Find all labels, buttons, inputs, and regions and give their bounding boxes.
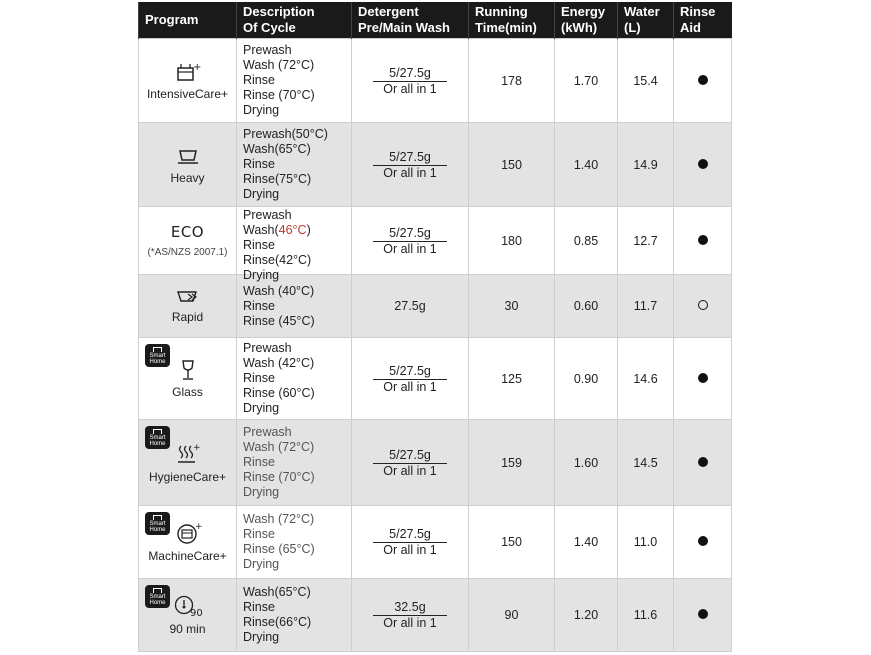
cycle-cell [237, 207, 352, 275]
cycle-step: Rinse [243, 73, 275, 87]
header-description: Description Of Cycle [237, 2, 352, 39]
rinse-aid-open-icon [698, 300, 708, 310]
heavy-pot-icon [175, 145, 201, 167]
detergent-alt: Or all in 1 [383, 616, 437, 630]
rinse-aid-filled-icon [698, 457, 708, 467]
machine-care-icon [175, 521, 203, 545]
detergent-cell [352, 579, 469, 652]
water-cell: 11.6 [618, 579, 674, 652]
rinse-aid-cell [674, 420, 732, 506]
program-table [138, 2, 732, 652]
table-row [139, 123, 732, 207]
rinse-aid-cell [674, 579, 732, 652]
cycle-step: Drying [243, 103, 280, 117]
rinse-aid-filled-icon [698, 75, 708, 85]
rinse-aid-cell [674, 338, 732, 420]
header-rinse-aid: Rinse Aid [674, 2, 732, 39]
cycle-step: Rinse(75°C) [243, 172, 312, 186]
detergent-amount: 27.5g [394, 299, 426, 313]
time-cell: 150 [469, 123, 555, 207]
header-program: Program [139, 2, 237, 39]
cycle-step: Wash (72°C) [243, 512, 315, 526]
table-row [139, 506, 732, 579]
detergent-alt: Or all in 1 [383, 379, 437, 394]
water-cell: 11.7 [618, 275, 674, 338]
cycle-cell [237, 123, 352, 207]
header-detergent: Detergent Pre/Main Wash [352, 2, 469, 39]
highlighted-temperature: 46°C [278, 222, 307, 237]
cycle-step: Rinse (70°C) [243, 88, 315, 102]
detergent-amount: 5/27.5g [373, 364, 447, 380]
smart-home-badge: Smart Home [145, 344, 170, 367]
svg-text:90: 90 [190, 608, 203, 619]
detergent-amount: 5/27.5g [373, 527, 447, 543]
program-standard: (*AS/NZS 2007.1) [147, 247, 228, 258]
detergent-cell [352, 275, 469, 338]
cycle-step: Rinse [243, 371, 275, 385]
water-cell: 11.0 [618, 506, 674, 579]
energy-cell: 0.90 [555, 338, 618, 420]
water-cell: 14.9 [618, 123, 674, 207]
cycle-cell [237, 39, 352, 123]
smart-home-badge: Smart Home [145, 426, 170, 449]
detergent-amount: 5/27.5g [373, 150, 447, 166]
rinse-aid-filled-icon [698, 536, 708, 546]
cycle-step: Prewash [243, 341, 292, 355]
detergent-alt: Or all in 1 [383, 165, 437, 180]
timer-90-icon [173, 594, 203, 618]
svg-text:+: + [195, 522, 203, 532]
table-row [139, 338, 732, 420]
water-cell: 15.4 [618, 39, 674, 123]
program-name: Heavy [170, 170, 205, 185]
program-cell [139, 579, 237, 652]
cycle-cell [237, 338, 352, 420]
cycle-step: Wash(65°C) [243, 585, 311, 599]
program-cell [139, 123, 237, 207]
cycle-step: Rinse [243, 157, 275, 171]
cycle-step: Wash (42°C) [243, 356, 315, 370]
cycle-step: Rinse(66°C) [243, 615, 312, 629]
energy-cell: 1.40 [555, 123, 618, 207]
cycle-step: Drying [243, 557, 280, 571]
hygiene-steam-icon [175, 442, 201, 466]
cycle-step: Drying [243, 187, 280, 201]
cycle-step: Prewash [243, 207, 292, 222]
cycle-step: Prewash [243, 425, 292, 439]
rinse-aid-filled-icon [698, 609, 708, 619]
intensive-care-icon [175, 61, 201, 83]
svg-text:+: + [192, 61, 201, 73]
cycle-step: Drying [243, 485, 280, 499]
cycle-step: Wash (72°C) [243, 58, 315, 72]
detergent-alt: Or all in 1 [383, 81, 437, 96]
detergent-alt: Or all in 1 [383, 543, 437, 557]
cycle-cell [237, 420, 352, 506]
detergent-cell [352, 506, 469, 579]
cycle-cell [237, 579, 352, 652]
cycle-step [243, 268, 351, 274]
cycle-step: Rinse (60°C) [243, 386, 315, 400]
cycle-cell [237, 506, 352, 579]
cycle-step: Rinse (45°C) [243, 313, 315, 328]
program-name: IntensiveCare+ [146, 86, 229, 101]
detergent-cell [352, 420, 469, 506]
detergent-amount: 5/27.5g [373, 66, 447, 82]
detergent-cell [352, 338, 469, 420]
cycle-step: Wash (40°C) [243, 283, 315, 298]
energy-cell: 0.60 [555, 275, 618, 338]
cycle-step: Wash (72°C) [243, 440, 315, 454]
smart-home-badge: Smart Home [145, 585, 170, 608]
cycle-step: Wash(46°C) [243, 222, 311, 237]
program-cell [139, 506, 237, 579]
svg-text:+: + [192, 442, 201, 453]
rinse-aid-filled-icon [698, 373, 708, 383]
program-name: MachineCare+ [148, 549, 227, 563]
rinse-aid-filled-icon [698, 235, 708, 245]
rinse-aid-cell [674, 506, 732, 579]
rinse-aid-cell [674, 275, 732, 338]
energy-cell: 1.60 [555, 420, 618, 506]
cycle-step: Rinse [243, 237, 275, 252]
water-cell: 12.7 [618, 207, 674, 275]
program-name: Glass [172, 384, 203, 399]
table-row [139, 420, 732, 506]
cycle-step: Drying [243, 630, 280, 644]
cycle-step: Prewash(50°C) [243, 127, 328, 141]
header-time: Running Time(min) [469, 2, 555, 39]
time-cell: 180 [469, 207, 555, 275]
detergent-cell [352, 39, 469, 123]
smart-home-badge: Smart Home [145, 512, 170, 535]
rinse-aid-cell [674, 123, 732, 207]
program-cell [139, 207, 237, 275]
program-cell [139, 338, 237, 420]
cycle-step: Rinse(42°C) [243, 252, 312, 267]
water-cell: 14.5 [618, 420, 674, 506]
cycle-step: Rinse (70°C) [243, 470, 315, 484]
energy-cell: 1.20 [555, 579, 618, 652]
time-cell: 178 [469, 39, 555, 123]
wine-glass-icon [178, 359, 198, 381]
cycle-cell [237, 275, 352, 338]
program-name: Rapid [171, 310, 204, 324]
program-name: ECO [170, 223, 205, 241]
time-cell: 125 [469, 338, 555, 420]
cycle-step: Rinse [243, 527, 275, 541]
table-row [139, 275, 732, 338]
table-row [139, 579, 732, 652]
detergent-alt: Or all in 1 [383, 241, 437, 256]
detergent-cell [352, 123, 469, 207]
rinse-aid-cell [674, 207, 732, 275]
program-cell [139, 420, 237, 506]
time-cell: 90 [469, 579, 555, 652]
program-cell [139, 275, 237, 338]
cycle-step: Rinse [243, 298, 275, 313]
detergent-cell [352, 207, 469, 275]
time-cell: 159 [469, 420, 555, 506]
table-row [139, 207, 732, 275]
detergent-amount: 5/27.5g [373, 226, 447, 242]
detergent-amount: 5/27.5g [373, 448, 447, 464]
cycle-step: Rinse [243, 600, 275, 614]
energy-cell: 0.85 [555, 207, 618, 275]
water-cell: 14.6 [618, 338, 674, 420]
time-cell: 30 [469, 275, 555, 338]
rinse-aid-cell [674, 39, 732, 123]
header-row [139, 2, 732, 39]
program-name: HygieneCare+ [148, 469, 227, 484]
program-name: 90 min [169, 622, 206, 636]
program-cell [139, 39, 237, 123]
cycle-step: Rinse (65°C) [243, 542, 315, 556]
energy-cell: 1.70 [555, 39, 618, 123]
cycle-step: Rinse [243, 455, 275, 469]
cycle-step: Drying [243, 401, 280, 415]
time-cell: 150 [469, 506, 555, 579]
detergent-alt: Or all in 1 [383, 463, 437, 478]
table-row [139, 39, 732, 123]
cycle-step: Wash(65°C) [243, 142, 311, 156]
detergent-amount: 32.5g [373, 600, 447, 616]
cycle-step: Prewash [243, 43, 292, 57]
header-energy: Energy (kWh) [555, 2, 618, 39]
rapid-icon [175, 288, 201, 306]
header-water: Water (L) [618, 2, 674, 39]
energy-cell: 1.40 [555, 506, 618, 579]
rinse-aid-filled-icon [698, 159, 708, 169]
